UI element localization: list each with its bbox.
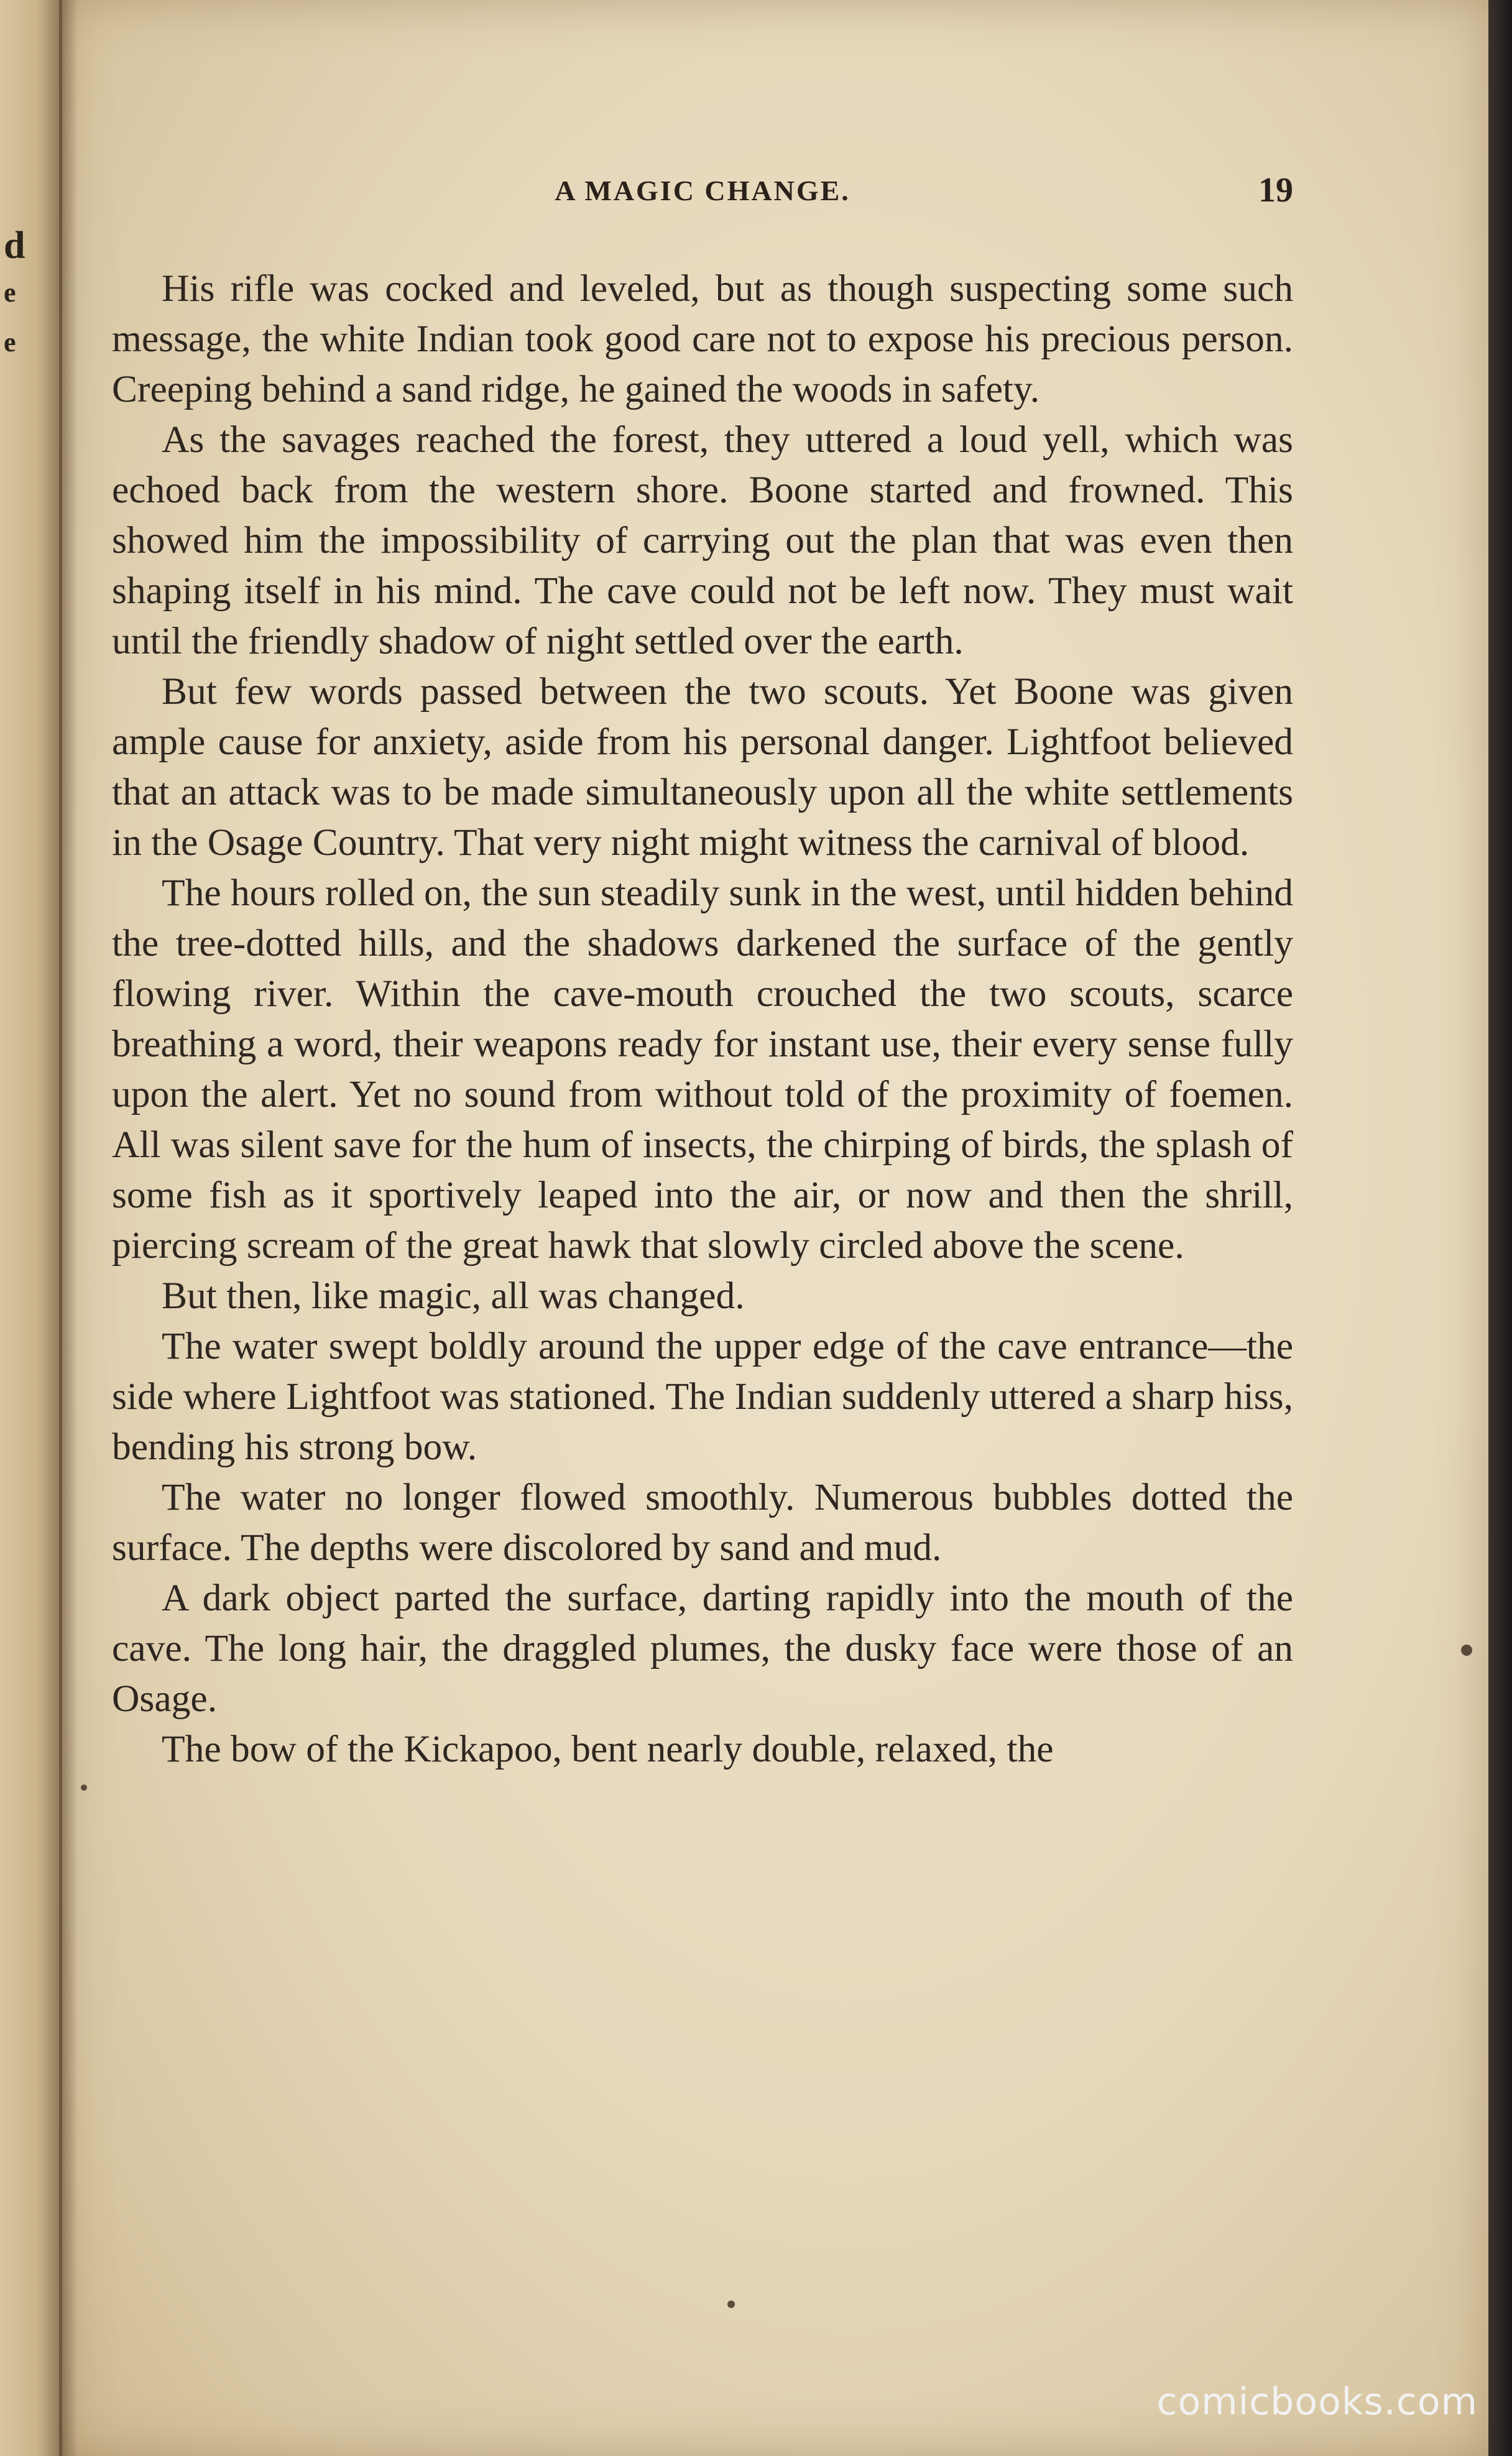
watermark: comicbooks.com: [1156, 2380, 1478, 2424]
running-title: A MAGIC CHANGE.: [555, 175, 850, 206]
paragraph: The bow of the Kickapoo, bent nearly double, relaxed, the: [162, 1728, 1054, 1770]
facing-page-fragment: e: [4, 277, 16, 308]
page-number: 19: [1258, 171, 1293, 210]
paragraph: As the savages reached the forest, they uttered a loud yell, which was echoed back from the western shore. Boone started and frowned. This showed him the impossibility of carrying out the plan that was even then shaping itself in his mind. The cave could not be left now. They must wait until the friendly shadow of night settled over the earth.: [112, 418, 1293, 662]
paragraph: The water no longer flowed smoothly. Numerous bubbles dotted the surface. The depths were discolored by sand and mud.: [112, 1476, 1293, 1569]
paragraph: His rifle was cocked and leveled, but as though suspecting some such message, the white Indian took good care not to expose his precious person. Creeping behind a sand ridge, he gained the woods in safety.: [112, 267, 1293, 410]
spine-shadow: [59, 0, 78, 2456]
paragraph: A dark object parted the surface, darting rapidly into the mouth of the cave. The long hair, the draggled plumes, the dusky face were those of an Osage.: [112, 1577, 1293, 1720]
paragraph: But then, like magic, all was changed.: [162, 1275, 745, 1317]
body-text: [112, 264, 1293, 1775]
facing-page-gutter: [0, 0, 62, 2456]
paper-speck: [81, 1784, 87, 1791]
paper-speck: [1461, 1645, 1472, 1656]
facing-page-fragment: e: [4, 327, 16, 358]
paragraph: But few words passed between the two scouts. Yet Boone was given ample cause for anxiety, aside from his personal danger. Lightfoot believed that an attack was to be made simultaneously upon all the white settlements in the Osage Country. That very night might witness the carnival of blood.: [112, 670, 1293, 864]
facing-page-fragment: d: [4, 224, 25, 267]
paragraph: The hours rolled on, the sun steadily sunk in the west, until hidden behind the tree-dotted hills, and the shadows darkened the surface of the gently flowing river. Within the cave-mouth crouched the two scouts, scarce breathing a word, their weapons ready for instant use, their every sense fully upon the alert. Yet no sound from without told of the proximity of foemen. All was silent save for the hum of insects, the chirping of birds, the splash of some fish as it sportively leaped into the air, or now and then the shrill, piercing scream of the great hawk that slowly circled above the scene.: [112, 872, 1293, 1267]
page-edge: [1488, 0, 1512, 2456]
paragraph: The water swept boldly around the upper edge of the cave entrance—the side where Lightfoot was stationed. The Indian suddenly uttered a sharp hiss, bending his strong bow.: [112, 1325, 1293, 1468]
paper-speck: [727, 2301, 735, 2308]
page-header: [112, 168, 1293, 224]
